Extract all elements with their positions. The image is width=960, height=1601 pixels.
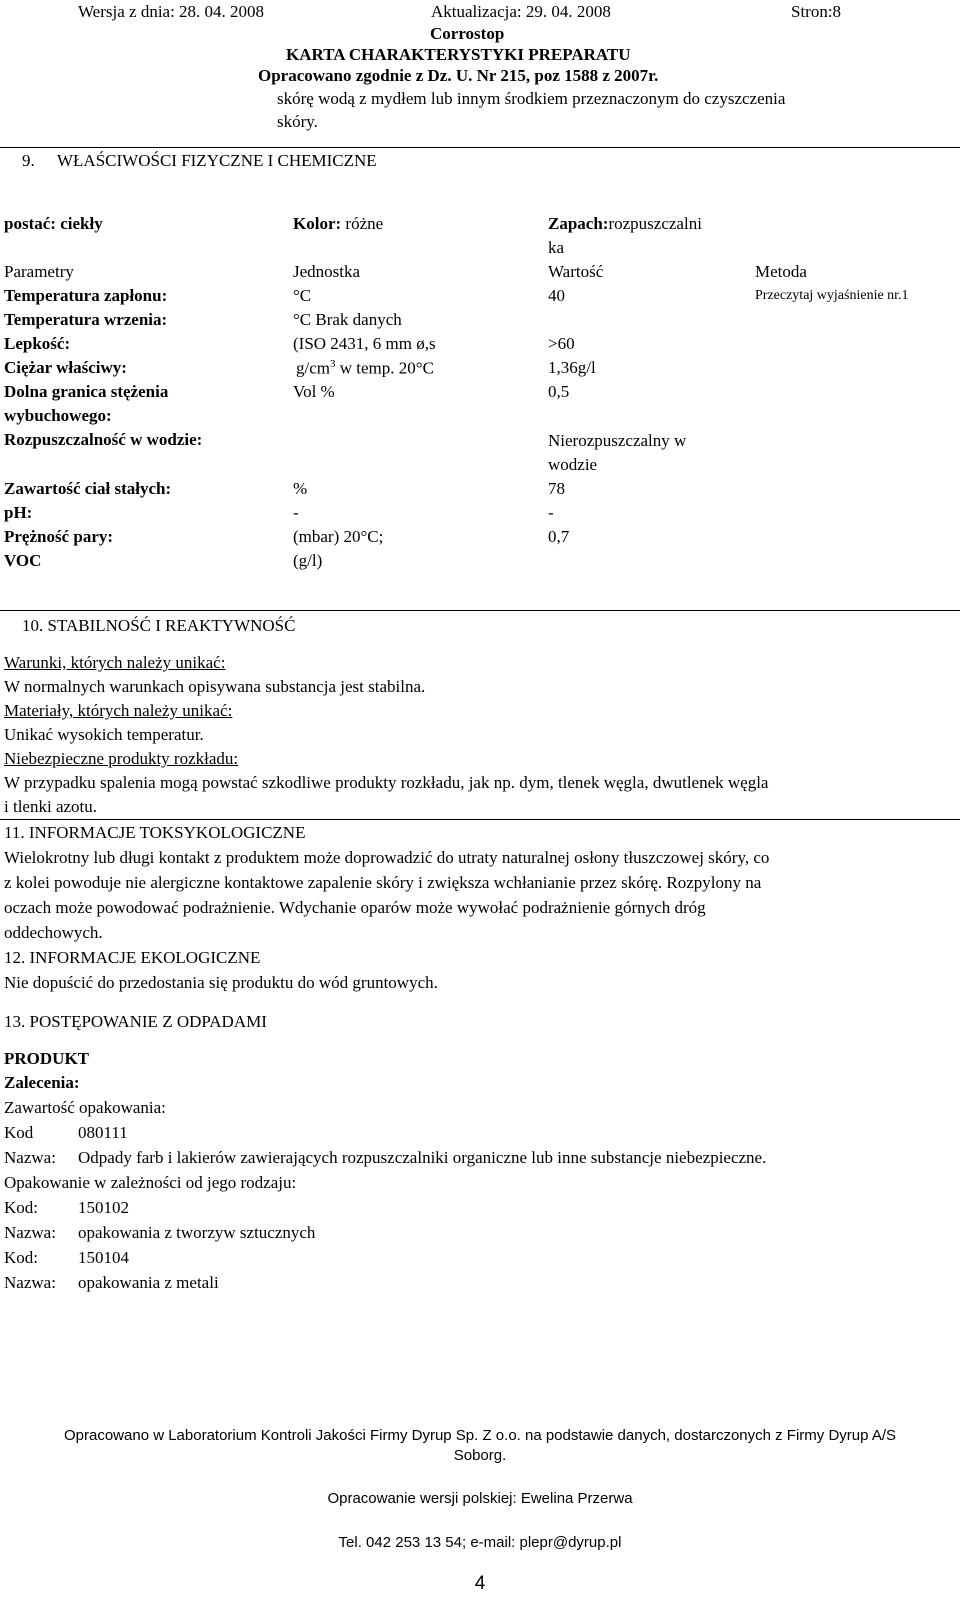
color-value: różne — [345, 214, 384, 233]
waste-name-label: Nazwa: — [4, 1148, 56, 1167]
value-flash-point: 40 — [548, 286, 565, 305]
color-line — [293, 214, 383, 234]
unit-ph: - — [293, 503, 299, 522]
toxicology-line-4: oddechowych. — [4, 923, 103, 942]
odor-label: Zapach: — [548, 214, 609, 233]
waste-code-value: 080111 — [78, 1123, 128, 1142]
pack-name-value: opakowania z metali — [78, 1273, 219, 1292]
unit-viscosity: (ISO 2431, 6 mm ø,s — [293, 334, 436, 353]
pack-name-value: opakowania z tworzyw sztucznych — [78, 1223, 316, 1242]
value-water-solubility-cont: wodzie — [548, 455, 598, 474]
param-vapor-pressure: Prężność pary: — [4, 527, 114, 546]
param-solids-content: Zawartość ciał stałych: — [4, 479, 172, 498]
pack-code-label: Kod: — [4, 1198, 38, 1217]
param-ph: pH: — [4, 503, 33, 522]
param-water-solubility: Rozpuszczalność w wodzie: — [4, 430, 203, 449]
product-heading: PRODUKT — [4, 1049, 89, 1068]
method-flash-point: Przeczytaj wyjaśnienie nr.1 — [755, 288, 909, 303]
pack-name-label: Nazwa: — [4, 1223, 56, 1242]
col-header-method: Metoda — [755, 262, 807, 281]
section-divider — [0, 819, 960, 820]
unit-sg-temp: w temp. 20°C — [335, 358, 434, 378]
materials-to-avoid-text: Unikać wysokich temperatur. — [4, 725, 204, 744]
section-13-title: 13. POSTĘPOWANIE Z ODPADAMI — [4, 1012, 267, 1031]
decomposition-products-text-cont: i tlenki azotu. — [4, 797, 98, 816]
version-date: Wersja z dnia: 28. 04. 2008 — [78, 2, 265, 21]
unit-solids-content: % — [293, 479, 308, 498]
col-header-unit: Jednostka — [293, 262, 361, 281]
conditions-to-avoid-label: Warunki, których należy unikać: — [4, 653, 226, 672]
col-header-value: Wartość — [548, 262, 604, 281]
form-line — [4, 214, 103, 234]
section-9-title: WŁAŚCIWOŚCI FIZYCZNE I CHEMICZNE — [57, 151, 377, 170]
param-lower-explosion-limit-cont: wybuchowego: — [4, 406, 112, 425]
param-viscosity: Lepkość: — [4, 334, 71, 353]
unit-vapor-pressure: (mbar) 20°C; — [293, 527, 384, 546]
section-divider — [0, 147, 960, 148]
odor-value-cont: ka — [548, 238, 565, 257]
decomposition-products-text: W przypadku spalenia mogą powstać szkodliwe produkty rozkładu, jak np. dym, tlenek węgla, dwutlenek węgla — [4, 773, 769, 792]
footer-contact: Tel. 042 253 13 54; e-mail: plepr@dyrup.pl — [338, 1534, 622, 1551]
page-count: Stron:8 — [791, 2, 842, 21]
form-value: ciekły — [60, 214, 103, 233]
value-ph: - — [548, 503, 554, 522]
materials-to-avoid-label: Materiały, których należy unikać: — [4, 701, 233, 720]
package-contents-label: Zawartość opakowania: — [4, 1098, 166, 1117]
param-voc: VOC — [4, 551, 42, 570]
conditions-to-avoid-text: W normalnych warunkach opisywana substancja jest stabilna. — [4, 677, 426, 696]
odor-line — [548, 214, 702, 234]
unit-sg-base: g/cm — [296, 358, 330, 378]
col-header-parameters: Parametry — [4, 262, 74, 281]
toxicology-line-2: z kolei powoduje nie alergiczne kontaktowe zapalenie skóry i zwiększa wchłanianie przez skórę. Rozpylony na — [4, 873, 762, 892]
unit-boiling-point: °C Brak danych — [293, 310, 402, 329]
footer-lab-line-cont: Soborg. — [453, 1447, 507, 1464]
param-specific-gravity: Ciężar właściwy: — [4, 358, 127, 377]
unit-specific-gravity — [296, 358, 434, 379]
carryover-line-1: skórę wodą z mydłem lub innym środkiem przeznaczonym do czyszczenia — [277, 89, 786, 108]
regulation-reference: Opracowano zgodnie z Dz. U. Nr 215, poz 1588 z 2007r. — [258, 66, 659, 85]
value-solids-content: 78 — [548, 479, 565, 498]
section-10-title: 10. STABILNOŚĆ I REAKTYWNOŚĆ — [22, 616, 296, 635]
section-divider — [0, 610, 960, 611]
toxicology-line-1: Wielokrotny lub długi kontakt z produktem może doprowadzić do utraty naturalnej osłony tłuszczowej skóry, co — [4, 848, 770, 867]
ecology-text: Nie dopuścić do przedostania się produktu do wód gruntowych. — [4, 973, 438, 992]
footer-lab-line: Opracowano w Laboratorium Kontroli Jakości Firmy Dyrup Sp. Z o.o. na podstawie danych, dostarczonych z Firmy Dyrup A/S — [63, 1427, 896, 1444]
pack-name-label: Nazwa: — [4, 1273, 56, 1292]
recommendations-label: Zalecenia: — [4, 1073, 80, 1092]
value-water-solubility: Nierozpuszczalny w — [548, 431, 687, 450]
unit-lower-explosion-limit: Vol % — [293, 382, 335, 401]
param-lower-explosion-limit: Dolna granica stężenia — [4, 382, 169, 401]
color-label: Kolor: — [293, 214, 342, 233]
param-flash-point: Temperatura zapłonu: — [4, 286, 168, 305]
value-lower-explosion-limit: 0,5 — [548, 382, 570, 401]
param-boiling-point: Temperatura wrzenia: — [4, 310, 168, 329]
unit-voc: (g/l) — [293, 551, 323, 570]
document-title: KARTA CHARAKTERYSTYKI PREPARATU — [286, 45, 631, 64]
value-specific-gravity: 1,36g/l — [548, 358, 596, 377]
section-12-title: 12. INFORMACJE EKOLOGICZNE — [4, 948, 261, 967]
update-date: Aktualizacja: 29. 04. 2008 — [431, 2, 611, 21]
pack-code-value: 150102 — [78, 1198, 129, 1217]
page-number: 4 — [474, 1573, 486, 1594]
section-11-title: 11. INFORMACJE TOKSYKOLOGICZNE — [4, 823, 306, 842]
value-vapor-pressure: 0,7 — [548, 527, 570, 546]
form-label: postać: — [4, 214, 56, 233]
carryover-line-2: skóry. — [277, 112, 318, 131]
product-name: Corrostop — [430, 24, 505, 43]
section-9-number: 9. — [22, 151, 35, 170]
pack-code-value: 150104 — [78, 1248, 129, 1267]
unit-sg-exponent: 3 — [330, 358, 336, 370]
packaging-label: Opakowanie w zależności od jego rodzaju: — [4, 1173, 297, 1192]
footer-translator: Opracowanie wersji polskiej: Ewelina Przerwa — [327, 1490, 633, 1507]
toxicology-line-3: oczach może powodować podrażnienie. Wdychanie oparów może wywołać podrażnienie górnych dróg — [4, 898, 706, 917]
unit-flash-point: °C — [293, 286, 312, 305]
value-viscosity: >60 — [548, 334, 575, 353]
waste-name-value: Odpady farb i lakierów zawierających rozpuszczalniki organiczne lub inne substancje niebezpieczne. — [78, 1148, 767, 1167]
pack-code-label: Kod: — [4, 1248, 38, 1267]
odor-value: rozpuszczalni — [608, 214, 702, 233]
decomposition-products-label: Niebezpieczne produkty rozkładu: — [4, 749, 239, 768]
waste-code-label: Kod — [4, 1123, 34, 1142]
